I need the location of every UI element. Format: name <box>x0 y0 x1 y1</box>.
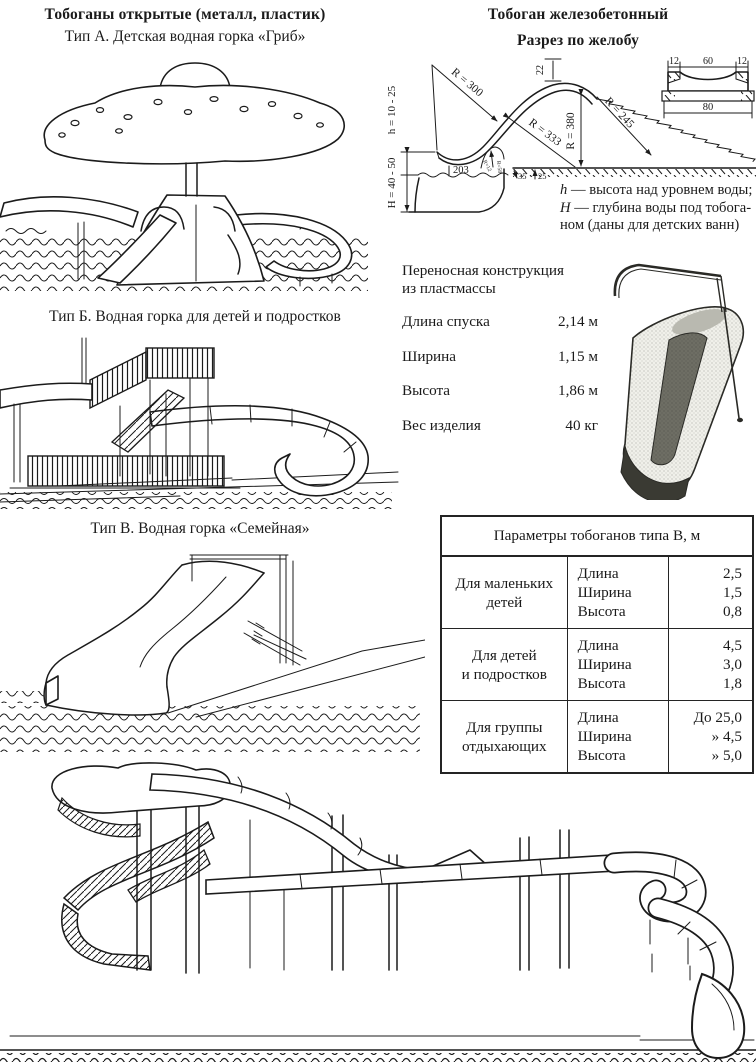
radius-callouts <box>432 65 651 174</box>
detail-dim-60: 60 <box>703 56 713 67</box>
legend-var-H: H <box>560 199 571 216</box>
spiral-staircase <box>62 822 214 970</box>
right-column-title: Тобоган железобетонный <box>487 6 669 23</box>
table-row: Для маленьких детей Длина Ширина Высота 2,5 1,5 0,8 <box>441 556 753 629</box>
detail-dim-80: 80 <box>702 102 714 113</box>
pool-profile <box>409 147 508 212</box>
dim-203-label: 203 <box>453 165 469 176</box>
r300-label: R = 300 <box>448 66 486 100</box>
detail-dim-12-left: 12 <box>669 56 679 67</box>
water-lines <box>0 1036 756 1062</box>
portable-slide-drawing <box>575 250 755 500</box>
spec-row: Длина спуска 2,14 м <box>402 313 598 330</box>
H-range-label: H = 40 - 50 <box>386 157 398 209</box>
portable-construction-block <box>402 262 598 451</box>
type-v-slide-drawing <box>0 543 425 758</box>
table-row: Для группы отдыхающих Длина Ширина Высота До 25,0 » 4,5 » 5,0 <box>441 701 753 774</box>
exit-flume <box>692 974 744 1058</box>
type-a-mushroom-slide-drawing <box>0 55 390 295</box>
channel-cross-section-detail <box>662 56 754 118</box>
wavy-water-line <box>0 1053 756 1062</box>
r380-label: R = 380 <box>565 112 577 150</box>
spec-row: Высота 1,86 м <box>402 382 598 399</box>
right-column-subtitle: Разрез по желобу <box>516 32 640 49</box>
lower-fence <box>28 456 224 486</box>
spec-row: Ширина 1,15 м <box>402 347 598 365</box>
legend-line-3: ном (даны для детских ванн) <box>560 217 740 233</box>
complex-slide-drawing <box>0 758 756 1064</box>
mushroom-cap <box>44 63 344 196</box>
table-title: Параметры тобоганов типа В, м <box>441 516 753 556</box>
dim-25-label: 25 <box>538 171 547 181</box>
height-dimension <box>386 85 435 212</box>
portable-specs <box>402 313 598 435</box>
type-v-caption: Тип В. Водная горка «Семейная» <box>90 520 310 537</box>
legend-var-h: h <box>560 182 568 198</box>
legend-line-2: H — глубина воды под тобога- <box>560 199 752 216</box>
portable-heading: Переносная конструкция из пластмассы <box>402 262 565 297</box>
r333-label: R = 333 <box>526 116 564 149</box>
dim-22-label: 22 <box>535 65 546 75</box>
slide-surface <box>44 561 264 715</box>
dim-35-label: 35 <box>518 171 527 181</box>
spec-row: Вес изделия 40 кг <box>402 416 598 434</box>
parameters-table-wrap <box>440 515 754 774</box>
pool-edge <box>168 640 425 717</box>
type-b-caption: Тип Б. Водная горка для детей и подростков <box>49 308 341 325</box>
type-b-slide-drawing <box>0 334 400 512</box>
table-row: Для детей и подростков Длина Ширина Высота 4,5 3,0 1,8 <box>441 629 753 701</box>
cross-section-legend <box>560 182 756 235</box>
h-range-label: h = 10 - 25 <box>386 85 398 135</box>
type-a-caption: Тип А. Детская водная горка «Гриб» <box>64 28 306 45</box>
ground <box>513 168 756 177</box>
parameters-table <box>440 515 754 774</box>
water-waves <box>0 492 392 509</box>
r245-label: R = 245 <box>602 95 637 131</box>
left-column-title: Тобоганы открытые (металл, пластик) <box>44 6 326 23</box>
legend-line-1: h — высота над уровнем воды; <box>560 182 753 198</box>
small-r2-label: R=58 <box>495 160 503 174</box>
straight-flume <box>206 855 616 894</box>
small-r1-label: R=12 <box>481 159 493 173</box>
right-s-bend-tube <box>614 860 723 994</box>
detail-dim-12-right: 12 <box>737 56 747 67</box>
